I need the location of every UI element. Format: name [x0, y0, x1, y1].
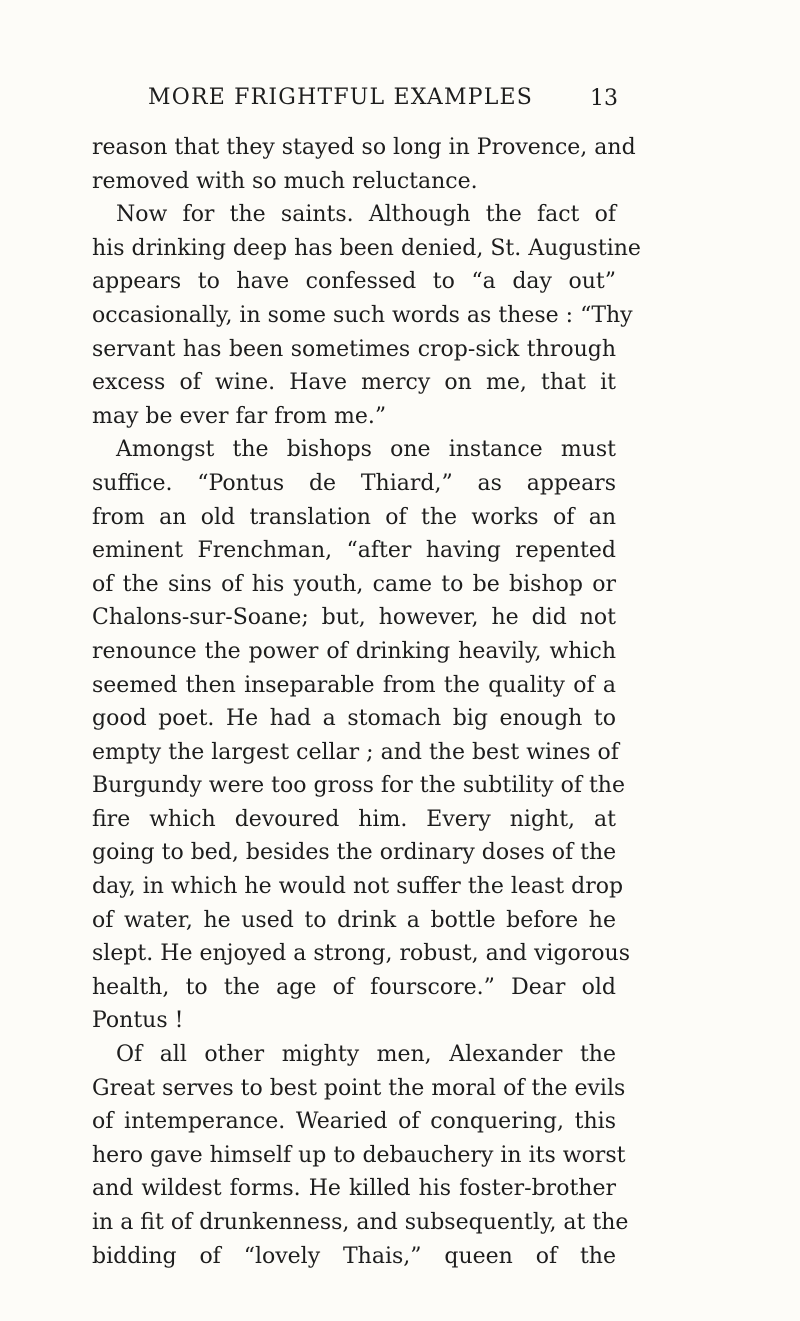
text-line: slept. He enjoyed a strong, robust, and vigorous — [92, 941, 630, 967]
text-line: removed with so much reluctance. — [92, 168, 478, 194]
text-line: health, to the age of fourscore.” Dear old — [92, 974, 616, 1000]
text-line: day, in which he would not suffer the least drop — [92, 874, 624, 900]
text-line: renounce the power of drinking heavily, which — [92, 638, 616, 664]
text-line: Great serves to best point the moral of the evils — [92, 1075, 626, 1101]
text-line: excess of wine. Have mercy on me, that it — [92, 370, 616, 396]
text-line: Now for the saints. Although the fact of — [116, 202, 616, 228]
text-line: of intemperance. Wearied of conquering, this — [92, 1109, 616, 1135]
text-line: empty the largest cellar ; and the best wines of — [92, 739, 619, 765]
text-line: hero gave himself up to debauchery in its worst — [92, 1142, 626, 1168]
text-line: from an old translation of the works of an — [92, 504, 616, 530]
text-line: appears to have confessed to “a day out” — [92, 269, 616, 295]
text-line: in a fit of drunkenness, and subsequently, at the — [92, 1210, 629, 1235]
text-line: Burgundy were too gross for the subtility of the — [92, 773, 625, 799]
text-line: may be ever far from me.” — [92, 403, 387, 429]
text-line: and wildest forms. He killed his foster-brother — [92, 1176, 616, 1202]
text-line: of water, he used to drink a bottle before he — [92, 907, 616, 933]
text-line: Of all other mighty men, Alexander the — [116, 1042, 616, 1068]
page-number: 13 — [590, 86, 618, 111]
text-line: of the sins of his youth, came to be bishop or — [92, 571, 616, 597]
text-line: Chalons-sur-Soane; but, however, he did not — [92, 605, 616, 631]
text-line: eminent Frenchman, “after having repented — [92, 538, 616, 564]
text-line: his drinking deep has been denied, St. Augustine — [92, 235, 641, 261]
text-line: servant has been sometimes crop-sick through — [92, 336, 616, 362]
text-line: good poet. He had a stomach big enough to — [92, 706, 616, 732]
running-title: MORE FRIGHTFUL EXAMPLES — [148, 85, 534, 110]
text-line: seemed then inseparable from the quality of a — [92, 672, 616, 698]
text-line: bidding of “lovely Thais,” queen of the — [92, 1243, 616, 1269]
text-line: fire which devoured him. Every night, at — [92, 806, 616, 832]
text-line: going to bed, besides the ordinary doses of the — [92, 840, 617, 866]
text-line: suffice. “Pontus de Thiard,” as appears — [92, 470, 616, 496]
body-text — [92, 131, 641, 1273]
text-line: occasionally, in some such words as these : “Thy — [92, 302, 633, 328]
text-line: Pontus ! — [92, 1008, 184, 1034]
text-line: reason that they stayed so long in Provence, and — [92, 135, 636, 160]
text-line: Amongst the bishops one instance must — [116, 437, 616, 463]
